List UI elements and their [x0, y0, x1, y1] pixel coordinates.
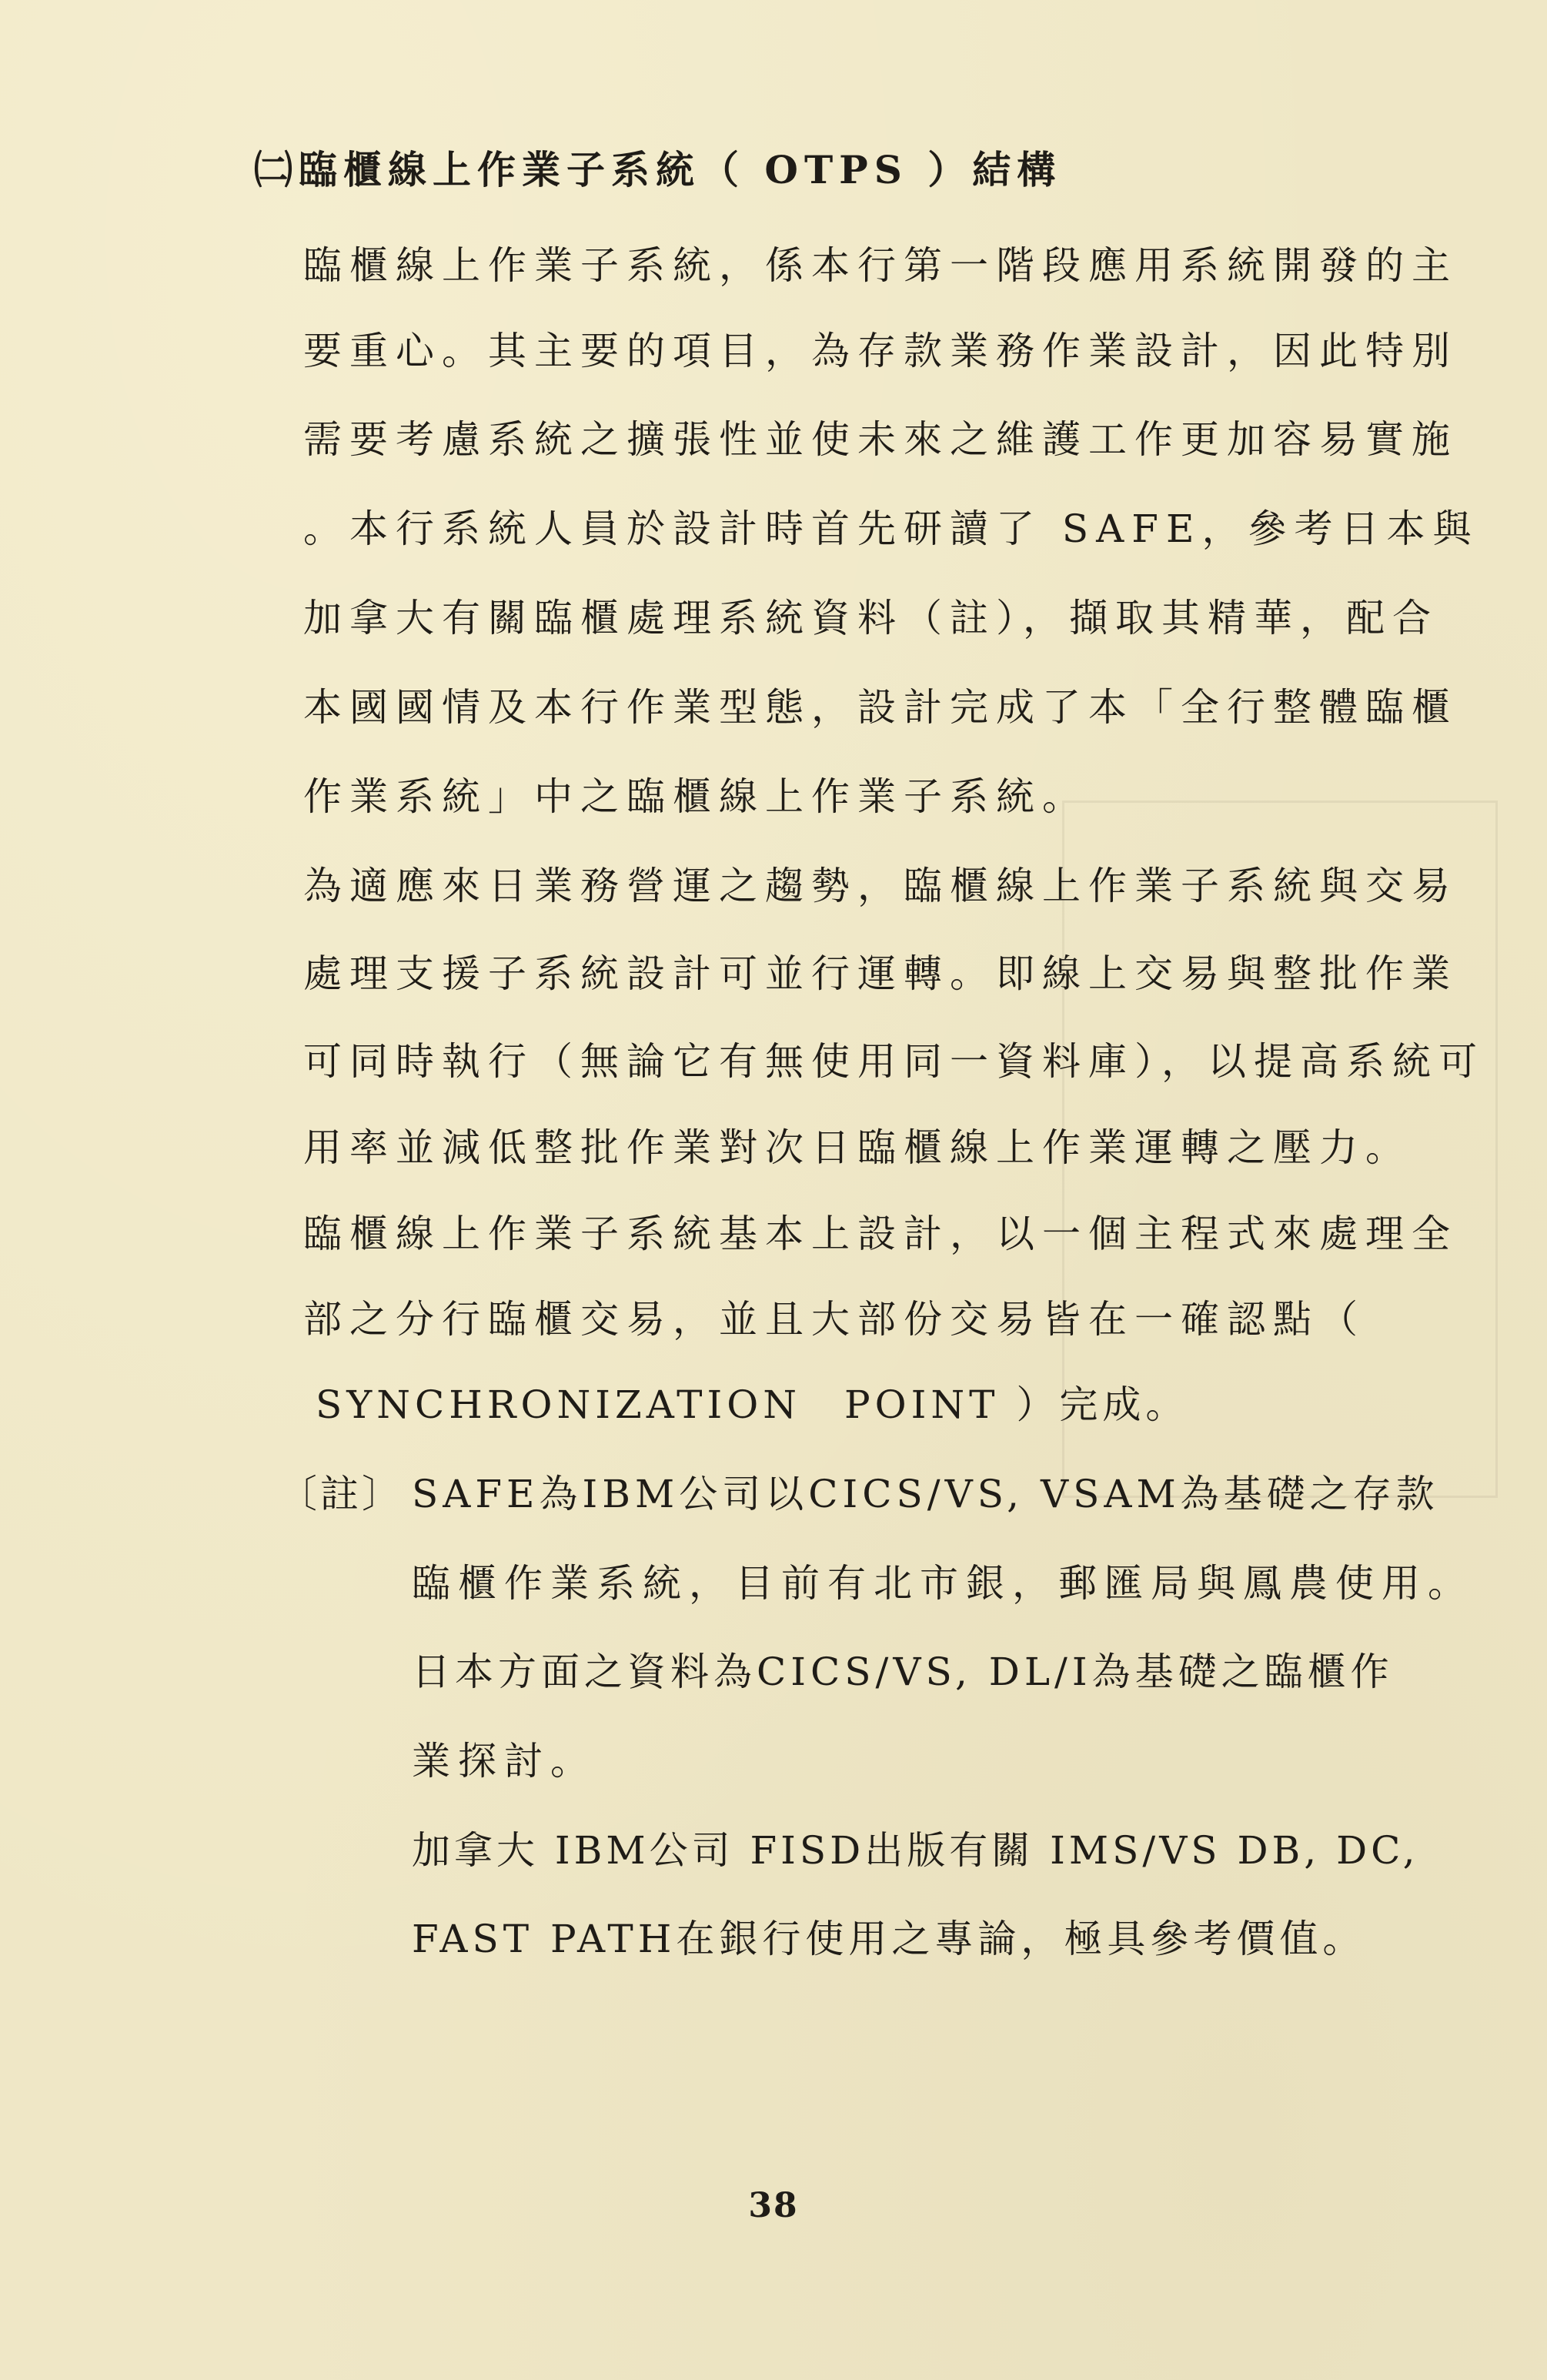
paragraph-3-line: SYNCHRONIZATION POINT ）完成。 [316, 1382, 1189, 1427]
paragraph-1-line: 臨櫃線上作業子系統，係本行第一階段應用系統開發的主 [303, 243, 1458, 288]
note-line: FAST PATH在銀行使用之專論，極具參考價值。 [412, 1917, 1366, 1961]
paragraph-3-line: 臨櫃線上作業子系統基本上設計，以一個主程式來處理全 [303, 1212, 1458, 1256]
page-number: 38 [748, 2186, 799, 2225]
section-heading: ㈡臨櫃線上作業子系統（ OTPS ）結構 [254, 147, 1062, 192]
paragraph-1-line: 。本行系統人員於設計時首先研讀了 SAFE，參考日本與 [303, 506, 1479, 551]
note-line: 日本方面之資料為CICS/VS, DL/I為基礎之臨櫃作 [412, 1650, 1394, 1694]
paragraph-2-line: 用率並減低整批作業對次日臨櫃線上作業運轉之壓力。 [303, 1125, 1412, 1170]
note-line: SAFE為IBM公司以CICS/VS, VSAM為基礎之存款 [412, 1472, 1439, 1516]
paragraph-1-line: 需要考慮系統之擴張性並使未來之維護工作更加容易實施 [303, 417, 1458, 462]
note-label: 〔註〕 [279, 1472, 403, 1516]
paragraph-1-line: 作業系統」中之臨櫃線上作業子系統。 [303, 774, 1088, 819]
note-line: 業探討。 [412, 1739, 596, 1783]
note-line: 臨櫃作業系統，目前有北市銀，郵匯局與鳳農使用。 [412, 1561, 1474, 1606]
paragraph-1-line: 要重心。其主要的項目，為存款業務作業設計，因此特別 [303, 329, 1458, 373]
note-line: 加拿大 IBM公司 FISD出版有關 IMS/VS DB, DC, [412, 1828, 1419, 1873]
paragraph-3-line: 部之分行臨櫃交易，並且大部份交易皆在一確認點（ [303, 1297, 1365, 1342]
paragraph-2-line: 為適應來日業務營運之趨勢，臨櫃線上作業子系統與交易 [303, 864, 1458, 908]
paragraph-1-line: 本國國情及本行作業型態，設計完成了本「全行整體臨櫃 [303, 685, 1458, 730]
paragraph-2-line: 可同時執行（無論它有無使用同一資料庫），以提高系統可 [303, 1039, 1485, 1084]
paragraph-1-line: 加拿大有關臨櫃處理系統資料（註），擷取其精華，配合 [303, 596, 1438, 640]
paragraph-2-line: 處理支援子系統設計可並行運轉。即線上交易與整批作業 [303, 951, 1458, 996]
